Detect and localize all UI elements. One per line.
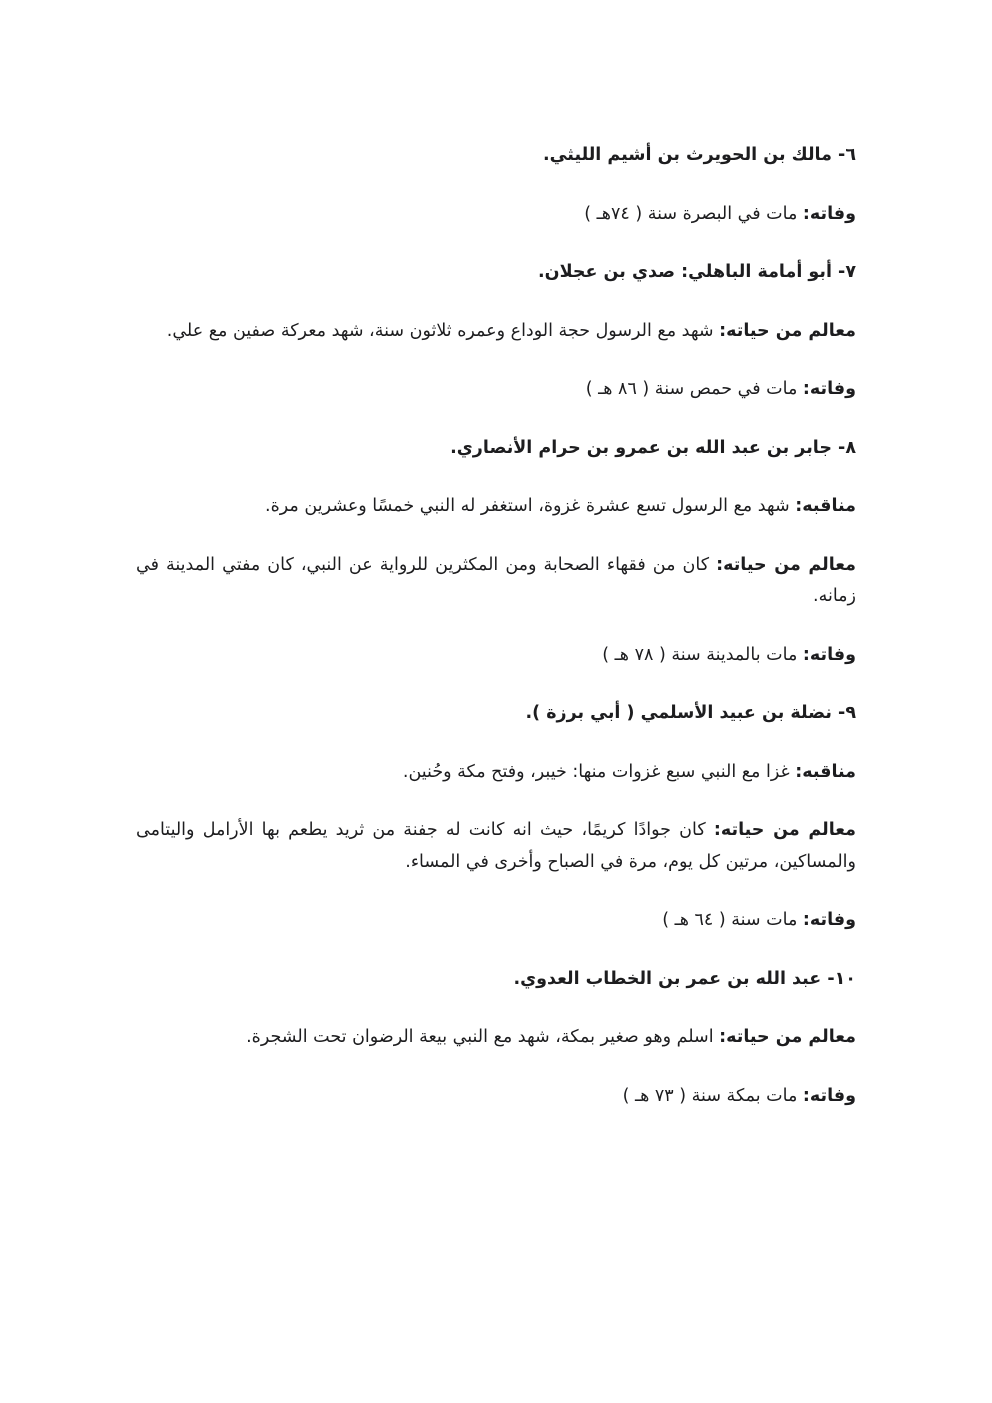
paragraph [136,757,856,789]
paragraph-text: غزا مع النبي سبع غزوات منها: خيبر، وفتح مكة وحُنين. [402,761,796,782]
paragraph [136,1022,856,1054]
paragraph-label: مناقبه: [795,761,856,782]
paragraph [136,316,856,348]
paragraph [136,374,856,406]
entry-8 [136,433,856,672]
paragraph-text: مات سنة ( ٦٤ هـ ) [662,910,803,930]
entry-10 [136,964,856,1113]
entry-heading: ١٠- عبد الله بن عمر بن الخطاب العدوي. [513,968,856,989]
entry-heading: ٦- مالك بن الحويرث بن أشيم الليثي. [542,145,856,165]
paragraph-label: معالم من حياته: [716,554,856,575]
paragraph-label: معالم من حياته: [719,1027,856,1047]
paragraph [136,491,856,523]
paragraph-text: مات في البصرة سنة ( ٧٤هـ ) [584,203,803,224]
paragraph [136,550,856,613]
paragraph-text: كان جوادًا كريمًا، حيث انه كانت له جفنة من ثريد يطعم بها الأرامل واليتامى والمساكين، مرتين كل يوم، مرة في الصباح وأخرى في المساء. [136,820,856,872]
paragraph-label: وفاته: [802,379,856,399]
paragraph [136,815,856,878]
paragraph-text: مات بمكة سنة ( ٧٣ هـ ) [622,1085,803,1106]
paragraph-text: مات في حمص سنة ( ٨٦ هـ ) [585,379,803,399]
entry-9 [136,698,856,937]
entry-heading: ٩- نضلة بن عبيد الأسلمي ( أبي برزة ). [525,703,856,723]
entry-heading: ٧- أبو أمامة الباهلي: صدي بن عجلان. [538,262,856,282]
entry-6 [136,140,856,230]
paragraph-text: كان من فقهاء الصحابة ومن المكثرين للرواية عن النبي، كان مفتي المدينة في زمانه. [136,554,856,606]
entry-7 [136,257,856,406]
paragraph-text: مات بالمدينة سنة ( ٧٨ هـ ) [602,644,803,665]
paragraph-text: شهد مع الرسول تسع عشرة غزوة، استغفر له النبي خمسًا وعشرين مرة. [265,496,796,516]
paragraph-label: وفاته: [802,1085,856,1106]
paragraph-label: معالم من حياته: [719,320,856,341]
entry-heading: ٨- جابر بن عبد الله بن عمرو بن حرام الأنصاري. [450,437,856,458]
paragraph-label: وفاته: [802,644,856,665]
paragraph-text: شهد مع الرسول حجة الوداع وعمره ثلاثون سنة، شهد معركة صفين مع علي. [166,320,720,341]
paragraph-label: معالم من حياته: [713,820,857,840]
paragraph [136,905,856,937]
paragraph-label: وفاته: [802,910,856,930]
paragraph [136,1081,856,1113]
paragraph-label: وفاته: [802,203,856,224]
paragraph [136,640,856,672]
paragraph [136,199,856,231]
paragraph-text: اسلم وهو صغير بمكة، شهد مع النبي بيعة الرضوان تحت الشجرة. [246,1027,720,1047]
paragraph-label: مناقبه: [795,496,856,516]
